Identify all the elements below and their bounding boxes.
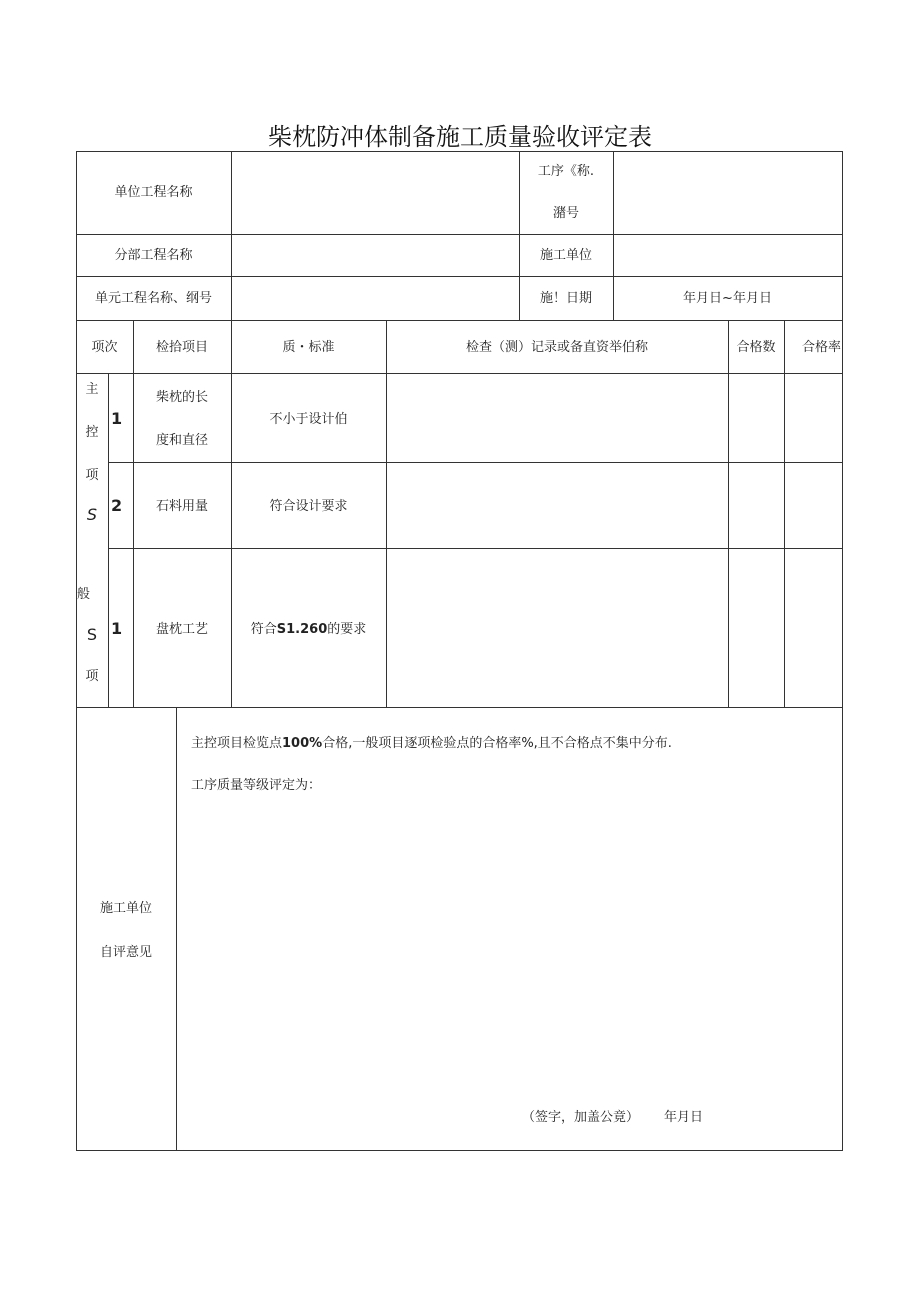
- sentence-percent: 100%: [282, 736, 323, 751]
- column-divider: [784, 320, 785, 707]
- row-divider: [76, 707, 843, 708]
- sentence-prefix: 主控项目检览点: [191, 736, 283, 751]
- table-border-top: [76, 151, 843, 152]
- main-control-group-char: 主: [85, 382, 99, 397]
- self-evaluation-label: 施工单位: [99, 901, 152, 916]
- evaluation-form-table: [76, 151, 843, 1151]
- grade-line: 工序质量等级评定为：: [191, 778, 322, 793]
- sub-project-label: 分部工程名称: [114, 248, 193, 263]
- column-header-qualified-count: 合格数: [736, 340, 776, 355]
- column-header-quality-standard: 质・标准: [282, 340, 335, 355]
- element-project-label: 单元工程名称、纲号: [94, 291, 212, 306]
- row-divider: [76, 276, 843, 277]
- inspection-item-text: 度和直径: [155, 433, 208, 448]
- standard-prefix: 符合: [250, 622, 277, 637]
- inspection-item-text: 石料用量: [155, 499, 208, 514]
- column-divider: [176, 707, 177, 1151]
- signature-note: （签字，加盖公竟）: [522, 1110, 640, 1125]
- construction-date-label: 施！日期: [539, 291, 592, 306]
- table-border-right: [842, 151, 843, 1151]
- unit-project-label: 单位工程名称: [114, 185, 193, 200]
- row-divider: [108, 548, 843, 549]
- general-group-char: 项: [85, 669, 99, 684]
- general-group-char: 般: [77, 587, 91, 602]
- column-header-inspection-item: 检拾项目: [155, 340, 208, 355]
- page-title: 柴枕防冲体制备施工质量验收评定表: [268, 123, 652, 151]
- construction-unit-label: 施工单位: [539, 248, 592, 263]
- row-divider: [108, 462, 843, 463]
- construction-date-value: 年月日~年月日: [683, 291, 772, 306]
- quality-standard-text: 符合设计要求: [269, 499, 348, 514]
- process-number-label: 潴号: [552, 206, 579, 221]
- standard-code: S1.260: [276, 622, 328, 637]
- column-header-qualified-rate: 合格率: [802, 340, 842, 355]
- inspection-item-text: 柴枕的长: [155, 390, 208, 405]
- row-number: 1: [111, 619, 123, 638]
- row-number: 1: [111, 409, 123, 428]
- quality-standard-text: [231, 622, 386, 638]
- inspection-item-text: 盘枕工艺: [155, 622, 208, 637]
- column-divider: [728, 320, 729, 707]
- column-header-record: 检查（测）记录或备直资举伯称: [465, 340, 648, 355]
- table-border-bottom: [76, 1150, 843, 1151]
- main-control-group-char: 控: [85, 425, 99, 440]
- row-number: 2: [111, 496, 123, 515]
- signature-date: 年月日: [664, 1110, 704, 1125]
- quality-standard-text: 不小于设计伯: [269, 412, 348, 427]
- main-control-group-char: 项: [85, 468, 99, 483]
- main-control-group-char: S: [86, 505, 98, 524]
- standard-suffix: 的要求: [327, 622, 367, 637]
- row-divider: [76, 234, 843, 235]
- self-evaluation-label: 自评意见: [99, 945, 152, 960]
- column-divider: [386, 320, 387, 707]
- general-group-char: S: [86, 625, 98, 644]
- column-divider: [108, 373, 109, 707]
- column-header-item-no: 项次: [91, 340, 118, 355]
- evaluation-sentence: [191, 736, 672, 752]
- process-name-label: 工序《称.: [537, 164, 595, 179]
- sentence-suffix: 合格,一般项目逐项检验点的合格率%,且不合格点不集中分布.: [322, 736, 672, 751]
